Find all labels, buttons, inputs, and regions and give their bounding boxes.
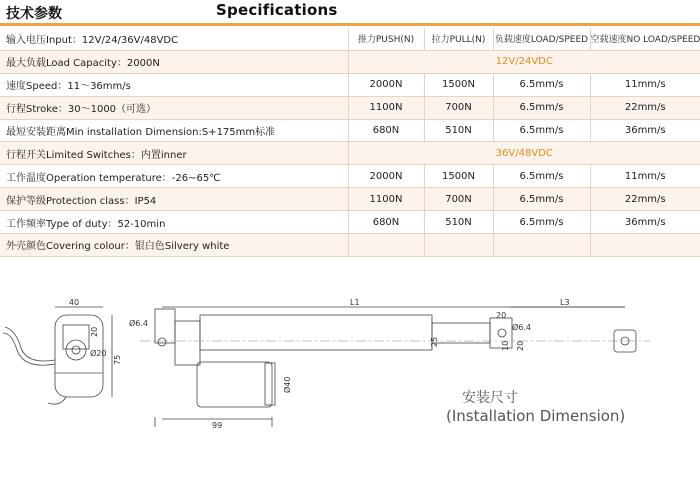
empty-cell (590, 234, 700, 257)
pull-value: 510N (424, 119, 493, 142)
dim-label: 20 (90, 326, 99, 337)
noload-speed-value: 11mm/s (590, 165, 700, 188)
table-row (0, 50, 700, 73)
dim-label: 10 (501, 340, 510, 351)
pull-value: 700N (424, 188, 493, 211)
load-speed-value: 6.5mm/s (493, 165, 590, 188)
spec-label: 保护等级Protection class：IP54 (0, 188, 348, 211)
installation-drawing (0, 285, 700, 473)
spec-label: 工作温度Operation temperature：-26~65℃ (0, 165, 348, 188)
push-value: 680N (348, 211, 424, 234)
load-speed-value: 6.5mm/s (493, 211, 590, 234)
pull-value: 1500N (424, 73, 493, 96)
spec-label: 输入电压Input：12V/24/36V/48VDC (0, 28, 348, 50)
load-speed-value: 6.5mm/s (493, 119, 590, 142)
noload-speed-value: 22mm/s (590, 188, 700, 211)
dim-label: Ø6.4 (512, 323, 532, 332)
dim-label: L1 (350, 298, 360, 307)
table-row (0, 73, 700, 96)
dim-label: 40 (68, 298, 80, 307)
inner-rod (432, 323, 490, 343)
table-row (0, 96, 700, 119)
cable-3 (48, 397, 66, 404)
title-cn: 技术参数 (6, 6, 62, 22)
cable-2 (3, 333, 55, 365)
push-value: 1100N (348, 188, 424, 211)
end-view-pin-hole (72, 346, 80, 354)
load-speed-value: 6.5mm/s (493, 188, 590, 211)
title-en: Specifications (216, 1, 338, 19)
end-view-shaft (66, 340, 86, 360)
spec-label: 最短安装距离Min installation Dimension:S+175mm标准 (0, 119, 348, 142)
caption-cn: 安装尺寸 (462, 390, 518, 406)
spec-table (0, 28, 700, 257)
spec-label: 速度Speed：11～36mm/s (0, 73, 348, 96)
load-speed-value: 6.5mm/s (493, 96, 590, 119)
dim-label: 20 (516, 340, 525, 351)
caption-en: (Installation Dimension) (446, 407, 626, 425)
noload-speed-value: 11mm/s (590, 73, 700, 96)
table-row (0, 142, 700, 165)
dim-label: 75 (113, 354, 122, 365)
push-value: 1100N (348, 96, 424, 119)
table-row (0, 188, 700, 211)
motor-body (197, 362, 272, 407)
empty-cell (493, 234, 590, 257)
push-value: 680N (348, 119, 424, 142)
empty-cell (424, 234, 493, 257)
table-row (0, 211, 700, 234)
dim-label: Ø6.4 (129, 319, 149, 328)
noload-speed-value: 22mm/s (590, 96, 700, 119)
dim-label: 20 (496, 311, 507, 320)
outer-tube (200, 315, 432, 350)
dim-label: 25 (430, 336, 439, 347)
pull-value: 1500N (424, 165, 493, 188)
dimension-drawing-svg (0, 285, 700, 473)
front-pin-hole (498, 329, 506, 337)
cable (5, 327, 55, 361)
motor-endcap (265, 363, 275, 405)
noload-speed-value: 36mm/s (590, 119, 700, 142)
noload-speed-value: 36mm/s (590, 211, 700, 234)
table-row (0, 234, 700, 257)
spec-label: 行程Stroke：30～1000（可选） (0, 96, 348, 119)
col-header-pull: 拉力PULL(N) (424, 28, 493, 50)
pull-value: 700N (424, 96, 493, 119)
push-value: 2000N (348, 73, 424, 96)
pull-value: 510N (424, 211, 493, 234)
spec-label: 工作频率Type of duty：52-10min (0, 211, 348, 234)
spec-label: 最大负载Load Capacity：2000N (0, 50, 348, 73)
voltage-group-label: 12V/24VDC (348, 50, 700, 73)
col-header-load-speed: 负载速度LOAD/SPEED (493, 28, 590, 50)
dim-label: L3 (560, 298, 570, 307)
load-speed-value: 6.5mm/s (493, 73, 590, 96)
voltage-group-label: 36V/48VDC (348, 142, 700, 165)
table-row (0, 28, 700, 50)
table-row (0, 119, 700, 142)
col-header-noload-speed: 空载速度NO LOAD/SPEED (590, 28, 700, 50)
rear-pin-hole (158, 338, 166, 346)
spec-label: 行程开关Limited Switches：内置inner (0, 142, 348, 165)
push-value: 2000N (348, 165, 424, 188)
col-header-push: 推力PUSH(N) (348, 28, 424, 50)
header-divider (0, 23, 700, 26)
empty-cell (348, 234, 424, 257)
dim-label: 99 (212, 421, 223, 430)
dim-label: Ø20 (90, 349, 107, 358)
rear-clevis (155, 309, 175, 343)
gear-housing (175, 321, 200, 365)
dim-label: Ø40 (283, 376, 292, 393)
spec-label: 外壳颜色Covering colour：银白色Silvery white (0, 234, 348, 257)
table-row (0, 165, 700, 188)
